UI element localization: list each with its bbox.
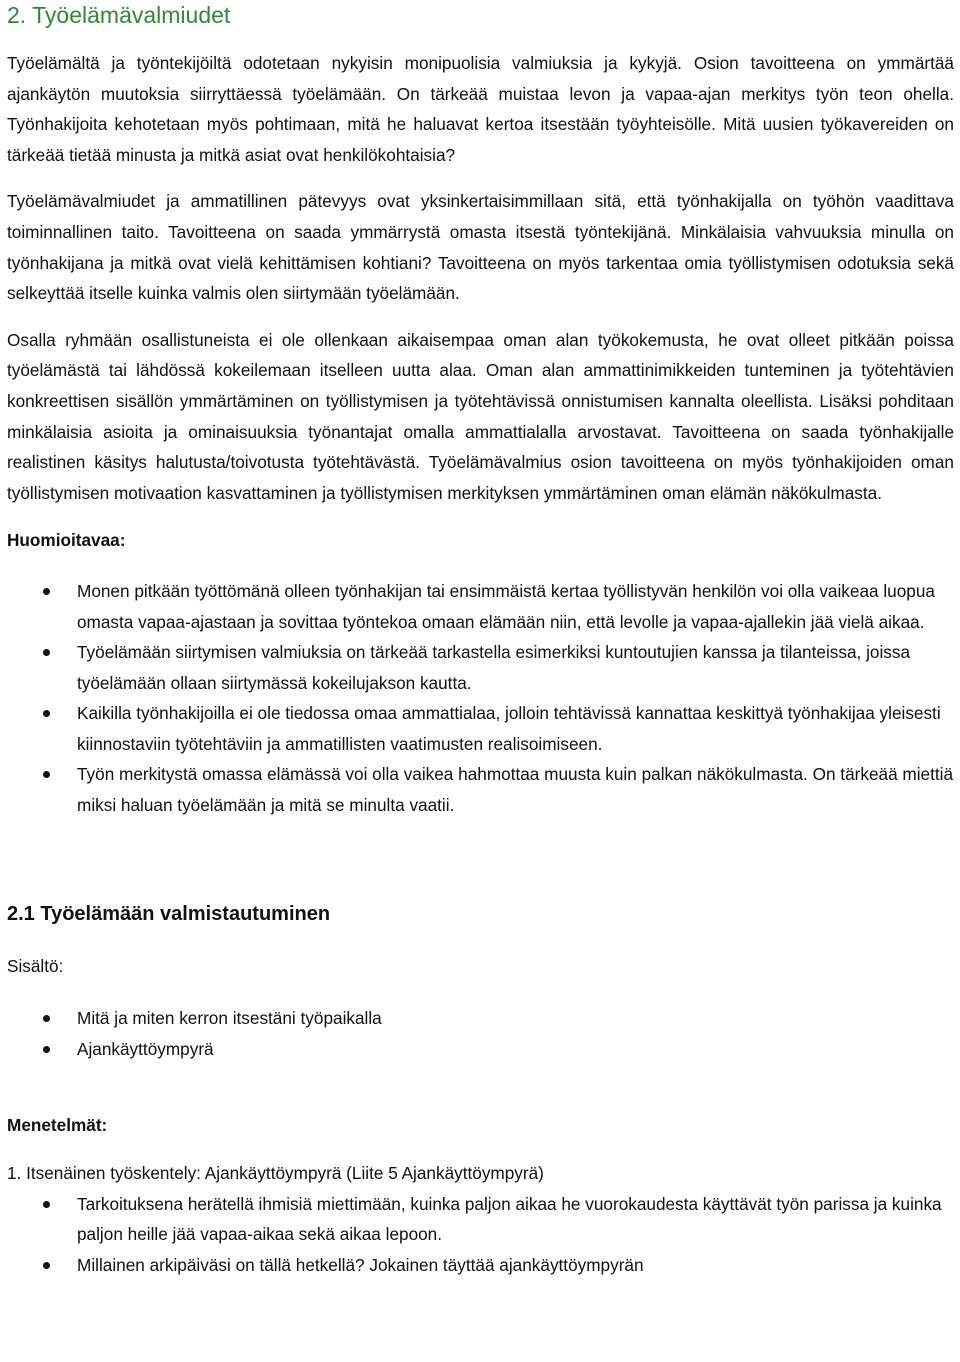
method-step: 1. Itsenäinen työskentely: Ajankäyttöympyrä (Liite 5 Ajankäyttöympyrä) (7, 1163, 544, 1184)
note-text: Työelämään siirtymisen valmiuksia on tärkeää tarkastella esimerkiksi kuntoutujien kanssa ja tilanteissa, joissa työelämään ollaan siirtymässä kokeilujakson kautta. (77, 642, 911, 693)
bullet-icon (43, 1262, 50, 1269)
note-text: Monen pitkään työttömänä olleen työnhakijan tai ensimmäistä kertaa työllistyvän henkilön voi olla vaikeaa luopua omasta vapaa-ajastaan ja sovittaa työntekoa omaan elämään niin, että levolle ja vapaa-ajallekin jää vielä aikaa. (77, 580, 935, 632)
bullet-icon (43, 771, 50, 778)
list-item (7, 698, 954, 759)
list-item (7, 759, 954, 820)
intro-paragraph-2: Työelämävalmiudet ja ammatillinen pätevyys ovat yksinkertaisimmillaan sitä, että työnhakijalla on työhön vaadittava toiminnallinen taito. Tavoitteena on saada ymmärrystä omasta itsestä työntekijänä. Minkälaisia vahvuuksia minulla on työnhakijana ja mitkä ovat vielä kehittämisen kohtiani? Tavoitteena on myös tarkentaa omia työllistymisen odotuksia sekä selkeyttää itselle kuinka valmis olen siirtymään työelämään. (7, 191, 954, 304)
note-text: Kaikilla työnhakijoilla ei ole tiedossa omaa ammattialaa, jolloin tehtävissä kannattaa keskittyä työnhakijaa yleisesti kiinnostaviin työtehtäviin ja ammatillisten vaatimusten realisoimiseen. (77, 703, 941, 754)
list-item (7, 1034, 954, 1065)
list-item (7, 1003, 954, 1034)
notes-list (7, 576, 954, 821)
content-item-text: Ajankäyttöympyrä (77, 1038, 214, 1059)
list-item (7, 1189, 954, 1250)
content-list (7, 1003, 954, 1064)
bullet-icon (43, 1201, 50, 1208)
intro-paragraph-3: Osalla ryhmään osallistuneista ei ole ollenkaan aikaisempaa oman alan työkokemusta, he ovat olleet pitkään poissa työelämästä tai lähdössä kokeilemaan itselleen uutta alaa. Oman alan ammattinimikkeiden tunteminen ja työtehtävien konkreettisen sisällön ymmärtäminen on työllistymisen ja työtehtävissä onnistumisen kannalta oleellista. Lisäksi pohditaan minkälaisia asioita ja ominaisuuksia työnantajat omalla ammattialalla arvostavat. Tavoitteena on saada työnhakijalle realistinen käsitys halutusta/toivotusta työtehtävästä. Työelämävalmius osion tavoitteena on myös työnhakijoiden oman työllistymisen motivaation kasvattaminen ja työllistymisen merkityksen ymmärtäminen oman elämän näkökulmasta. (7, 329, 954, 503)
list-item (7, 637, 954, 698)
notes-title: Huomioitavaa: (7, 530, 126, 551)
intro-paragraph-1: Työelämältä ja työntekijöiltä odotetaan nykyisin monipuolisia valmiuksia ja kykyjä. Osion tavoitteena on ymmärtää ajankäytön muutoksia siirryttäessä työelämään. On tärkeää muistaa levon ja vapaa-ajan merkitys työn teon ohella. Työnhakijoita kehotetaan myös pohtimaan, mitä he haluavat kertoa itsestään työyhteisölle. Mitä uusien työkavereiden on tärkeää tietää minusta ja mitkä asiat ovat henkilökohtaisia? (7, 53, 954, 165)
bullet-icon (43, 1015, 50, 1022)
methods-title: Menetelmät: (7, 1115, 108, 1136)
content-label: Sisältö: (7, 955, 64, 976)
bullet-icon (43, 588, 50, 595)
note-text: Työn merkitystä omassa elämässä voi olla vaikea hahmottaa muusta kuin palkan näkökulmasta. On tärkeää miettiä miksi haluan työelämään ja mitä se minulta vaatii. (77, 764, 954, 816)
section-heading: 2. Työelämävalmiudet (7, 2, 231, 28)
list-item (7, 1250, 954, 1281)
bullet-icon (43, 710, 50, 717)
subsection-heading: 2.1 Työelämään valmistautuminen (7, 902, 331, 925)
method-item-text: Tarkoituksena herätellä ihmisiä miettimään, kuinka paljon aikaa he vuorokaudesta käyttävät työn parissa ja kuinka paljon heille jää vapaa-aikaa sekä aikaa lepoon. (77, 1193, 942, 1245)
list-item (7, 576, 954, 637)
content-item-text: Mitä ja miten kerron itsestäni työpaikalla (77, 1008, 382, 1029)
bullet-icon (43, 649, 50, 656)
method-item-text: Millainen arkipäiväsi on tällä hetkellä? Jokainen täyttää ajankäyttöympyrän (77, 1254, 644, 1275)
methods-list (7, 1189, 954, 1281)
bullet-icon (43, 1046, 50, 1053)
